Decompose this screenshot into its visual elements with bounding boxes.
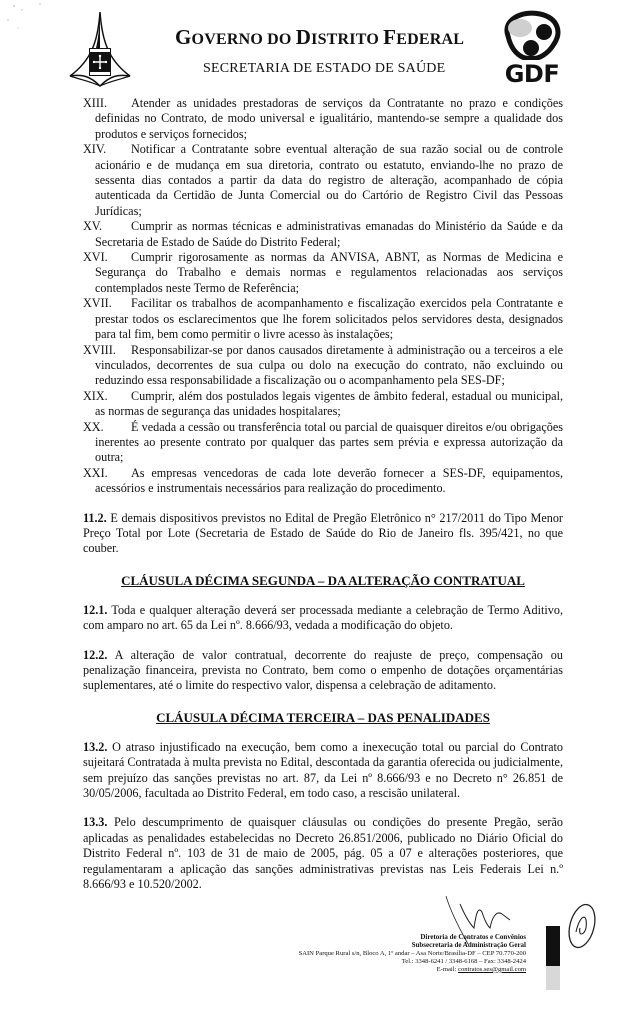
- paragraph-12-2: [83, 648, 563, 694]
- item-number: XVIII.: [83, 342, 116, 357]
- coat-of-arms-logo: [68, 10, 132, 88]
- paragraph-number: 13.2.: [83, 739, 108, 754]
- paragraph-number: 12.2.: [83, 647, 108, 662]
- gdf-logo: [498, 8, 564, 60]
- item-number: XV.: [83, 219, 103, 234]
- item-number: XXI.: [83, 465, 108, 480]
- page-bottom: [0, 896, 618, 1026]
- item-text: Cumprir rigorosamente as normas da ANVISA, ABNT, as Normas de Medicina e Segurança do Trabalho e demais normas e regulamentos relacionadas aos serviços contemplados neste Termo de Referência;: [95, 250, 563, 295]
- item-text: As empresas vencedoras de cada lote deverão fornecer a SES-DF, equipamentos, acessórios e instrumentais necessários para realização do procedimento.: [95, 465, 563, 496]
- item-text: Atender as unidades prestadoras de serviços da Contratante no prazo e condições definidas no Contrato, de modo universal e igualitário, mantendo-se sempre a qualidade dos produtos e serviços fornecidos;: [95, 96, 563, 141]
- clause-12-heading: CLÁUSULA DÉCIMA SEGUNDA – DA ALTERAÇÃO CONTRATUAL: [121, 572, 525, 588]
- paragraph-number: 13.3.: [83, 815, 108, 830]
- margin-bar-dark: [546, 926, 560, 966]
- footer-address: SAIN Parque Rural s/n, Bloco A, 1º andar – Asa Norte/Brasília-DF – CEP 70.770-200: [298, 950, 526, 958]
- gdf-logo-text: GDF: [504, 60, 560, 88]
- paragraph-12-1: [83, 603, 563, 634]
- item-text: Cumprir, além dos postulados legais vigentes de âmbito federal, estadual ou municipal, as normas de segurança das unidades hospitalares;: [95, 388, 563, 419]
- item-text: Cumprir as normas técnicas e administrativas emanadas do Ministério da Saúde e da Secretaria de Estado de Saúde do Distrito Federal;: [95, 219, 563, 249]
- footer-department: Diretoria de Contratos e Convênios: [420, 933, 526, 942]
- list-item: [83, 250, 563, 296]
- header-title: GOVERNO DO DISTRITO FEDERAL: [175, 25, 465, 49]
- paragraph-number: 12.1.: [83, 602, 108, 617]
- paragraph-text: E demais dispositivos previstos no Edital de Pregão Eletrônico n° 217/2011 do Tipo Menor Preço Total por Lote (Secretaria de Estado de Saúde do Rio de Janeiro fls. 395/421, no que couber.: [83, 510, 563, 556]
- margin-bar-light: [546, 966, 560, 990]
- document-body: [83, 96, 563, 892]
- paragraph-text: Pelo descumprimento de quaisquer cláusulas ou condições do presente Pregão, serão aplicadas as penalidades estabelecidas no Decreto 26.851/2006, publicado no Diário Oficial do Distrito Federal nº. 103 de 31 de maio de 2005, pág. 05 a 07 e alterações posteriores, que regulamentaram a aplicação das sanções administrativas previstas nas Leis Federais Lei n.º 8.666/93 e 10.520/2002.: [83, 815, 563, 892]
- footer-email-line: [299, 966, 526, 974]
- paragraph-text: A alteração de valor contratual, decorrente do reajuste de preço, compensação ou penalização financeira, prevista no Contrato, bem como o empenho de dotações orçamentárias suplementares, até o limite do respectivo valor, dispensa a celebração de aditamento.: [83, 647, 563, 693]
- scan-specks: [0, 0, 60, 40]
- item-text: Facilitar os trabalhos de acompanhamento e fiscalização exercidos pela Contratante e prestar todos os esclarecimentos que lhe forem solicitados pelos servidores desta, designados para tal fim, bem como permitir o livre acesso às instalações;: [95, 296, 563, 342]
- paragraph-11-2: [83, 511, 563, 557]
- item-text: É vedada a cessão ou transferência total ou parcial de quaisquer direitos e/ou obrigações inerentes ao presente contrato por qualquer das partes sem prévia e expressa autorização da outra;: [95, 419, 563, 465]
- item-number: XX.: [83, 419, 104, 434]
- obligations-list: [83, 96, 563, 497]
- item-text: Notificar a Contratante sobre eventual alteração de sua razão social ou de controle acionário e de mudança em sua diretoria, contrato ou estatuto, enviando-lhe no prazo de sessenta dias contados a partir da data do registro de alteração, acompanhado de cópia autenticada da Certidão de Junta Comercial ou do Cartório de Registro Civil das Pessoas Jurídicas;: [95, 142, 563, 218]
- list-item: [83, 466, 563, 497]
- list-item: [83, 219, 563, 250]
- footer: [299, 934, 526, 973]
- paragraph-text: O atraso injustificado na execução, bem como a inexecução total ou parcial do Contrato sujeitará Contratada à multa prevista no Edital, descontada da garantia oferecida ou judicialmente, sem prejuízo das sanções previstas no art. 87, da Lei nº 8.666/93 e no Decreto n° 26.851 de 30/05/2006, facultada ao Distrito Federal, em todo caso, a rescisão unilateral.: [83, 739, 563, 801]
- item-number: XVII.: [83, 296, 112, 311]
- item-number: XIII.: [83, 96, 108, 110]
- page-header: [0, 0, 618, 96]
- item-text: Responsabilizar-se por danos causados diretamente à administração ou a terceiros a ele vinculados, decorrentes de sua culpa ou dolo na execução do contrato, não excluindo ou reduzindo essa responsabilidade a fiscalização ou o acompanhamento pela SES-DF;: [95, 342, 563, 388]
- header-subtitle: SECRETARIA DE ESTADO DE SAÚDE: [203, 61, 446, 76]
- footer-phone: Tel.: 3348-6241 / 3348-6168 – Fax: 3348-2424: [401, 957, 526, 965]
- item-number: XIV.: [83, 142, 107, 157]
- item-number: XVI.: [83, 250, 108, 265]
- list-item: [83, 142, 563, 219]
- list-item: [83, 389, 563, 420]
- footer-subdepartment: Subsecretaria de Administração Geral: [411, 941, 526, 950]
- footer-email-link[interactable]: contratos.ses@gmail.com: [458, 965, 526, 973]
- paragraph-number: 11.2.: [83, 510, 107, 525]
- list-item: [83, 420, 563, 466]
- item-number: XIX.: [83, 388, 108, 403]
- paragraph-13-2: [83, 740, 563, 802]
- footer-email-label: E-mail:: [436, 965, 459, 973]
- list-item: [83, 296, 563, 342]
- list-item: [83, 343, 563, 389]
- paragraph-text: Toda e qualquer alteração deverá ser processada mediante a celebração de Termo Aditivo, com amparo no art. 65 da Lei nº. 8.666/93, vedada a modificação do objeto.: [83, 602, 563, 633]
- paragraph-13-3: [83, 815, 563, 892]
- list-item: [83, 96, 563, 142]
- clause-13-heading: CLÁUSULA DÉCIMA TERCEIRA – DAS PENALIDADES: [156, 709, 490, 725]
